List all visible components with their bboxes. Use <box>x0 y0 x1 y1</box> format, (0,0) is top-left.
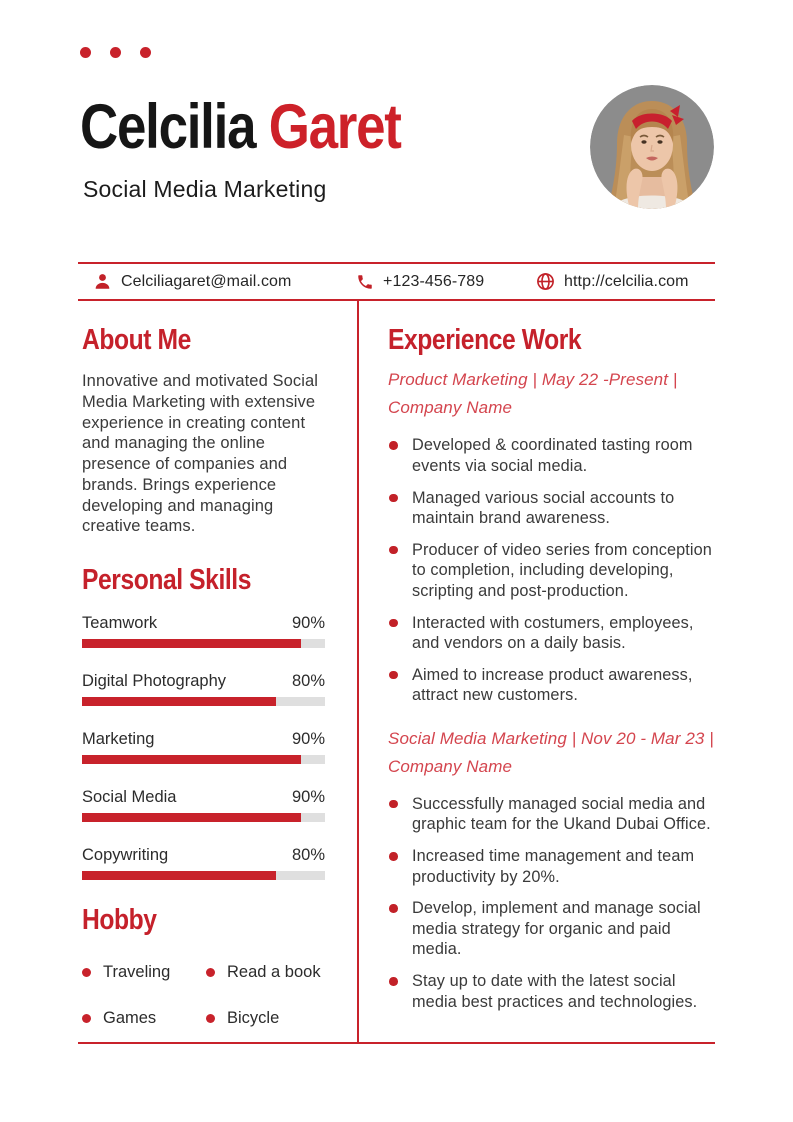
bullet-dot <box>206 1014 215 1023</box>
skill-bar-track <box>82 813 325 822</box>
contact-website[interactable] <box>536 264 689 299</box>
skill-label: Teamwork <box>82 614 158 633</box>
skill-bar-track <box>82 871 325 880</box>
job-bullet: Developed & coordinated tasting room events via social media. <box>388 435 720 476</box>
globe-icon <box>536 272 555 291</box>
job-bullet: Successfully managed social media and graphic team for the Ukand Dubai Office. <box>388 794 720 835</box>
skill-label: Digital Photography <box>82 672 227 691</box>
bottom-rule <box>78 1042 715 1044</box>
skill-label: Marketing <box>82 730 155 749</box>
bullet-dot <box>82 1014 91 1023</box>
about-me-text: Innovative and motivated Social Media Marketing with extensive experience in creating content and managing the online presence of companies and brands. Brings experience developing and managing creative teams. <box>82 372 319 536</box>
skill-bar-track <box>82 639 325 648</box>
skill-percent: 90% <box>291 730 325 749</box>
skill-label: Copywriting <box>82 846 169 865</box>
column-divider <box>357 301 359 1042</box>
contact-phone[interactable] <box>356 264 484 299</box>
skill-item <box>82 614 325 648</box>
hobby-label: Games <box>103 1008 157 1027</box>
skills-list <box>82 614 325 880</box>
skill-bar-fill <box>82 755 301 764</box>
job-bullet: Aimed to increase product awareness, attract new customers. <box>388 665 720 706</box>
job-bullet: Develop, implement and manage social media strategy for organic and paid media. <box>388 898 720 960</box>
hobby-item <box>82 963 206 982</box>
skill-bar-fill <box>82 639 301 648</box>
job-title-subtitle: Social Media Marketing <box>83 176 327 202</box>
skill-item <box>82 672 325 706</box>
hobby-label: Read a book <box>227 962 321 981</box>
job-bullet: Producer of video series from conception to completion, including developing, scripting and post-production. <box>388 540 720 602</box>
skill-bar-fill <box>82 813 301 822</box>
hobby-item <box>206 963 325 982</box>
contact-email-text: Celciliagaret@mail.com <box>121 272 292 290</box>
skill-percent: 80% <box>291 846 325 865</box>
decorative-dot <box>140 47 151 58</box>
skill-bar-fill <box>82 697 276 706</box>
decorative-dot <box>80 47 91 58</box>
phone-icon <box>356 273 374 291</box>
contact-website-text: http://celcilia.com <box>564 272 689 290</box>
personal-skills-title: Personal Skills <box>82 563 252 596</box>
left-column <box>82 324 325 1028</box>
right-column <box>388 324 720 1023</box>
person-icon <box>93 272 112 291</box>
job-bullet: Stay up to date with the latest social media best practices and technologies. <box>388 971 720 1012</box>
skill-item <box>82 846 325 880</box>
skill-item <box>82 730 325 764</box>
last-name: Garet <box>268 92 401 162</box>
skill-percent: 80% <box>291 672 325 691</box>
skill-percent: 90% <box>291 788 325 807</box>
job-heading: Social Media Marketing | Nov 20 - Mar 23 | Company Name <box>388 728 714 776</box>
skill-item <box>82 788 325 822</box>
skill-percent: 90% <box>291 614 325 633</box>
contact-bar <box>78 262 715 301</box>
job-bullet-list <box>388 794 720 1012</box>
job-bullet: Managed various social accounts to maintain brand awareness. <box>388 488 720 529</box>
skill-bar-track <box>82 755 325 764</box>
job-bullet: Increased time management and team productivity by 20%. <box>388 846 720 887</box>
hobby-title: Hobby <box>82 904 157 937</box>
hobby-item <box>82 1009 206 1028</box>
person-name <box>80 94 401 160</box>
skill-label: Social Media <box>82 788 177 807</box>
job-bullet: Interacted with costumers, employees, and vendors on a daily basis. <box>388 613 720 654</box>
hobby-list <box>82 963 325 1028</box>
hobby-label: Bicycle <box>227 1008 280 1027</box>
first-name: Celcilia <box>80 92 256 162</box>
bullet-dot <box>82 968 91 977</box>
profile-photo-illustration <box>590 85 714 209</box>
skill-bar-fill <box>82 871 276 880</box>
bullet-dot <box>206 968 215 977</box>
job-heading: Product Marketing | May 22 -Present | Company Name <box>388 370 678 418</box>
hobby-item <box>206 1009 325 1028</box>
about-me-title: About Me <box>82 324 191 356</box>
contact-phone-text: +123-456-789 <box>383 272 485 290</box>
decorative-dot <box>110 47 121 58</box>
contact-email[interactable] <box>93 264 292 299</box>
decorative-dots <box>80 47 151 58</box>
job-bullet-list <box>388 435 720 706</box>
skill-bar-track <box>82 697 325 706</box>
experience-work-title: Experience Work <box>388 324 582 356</box>
profile-photo <box>590 85 714 209</box>
hobby-label: Traveling <box>103 962 171 981</box>
